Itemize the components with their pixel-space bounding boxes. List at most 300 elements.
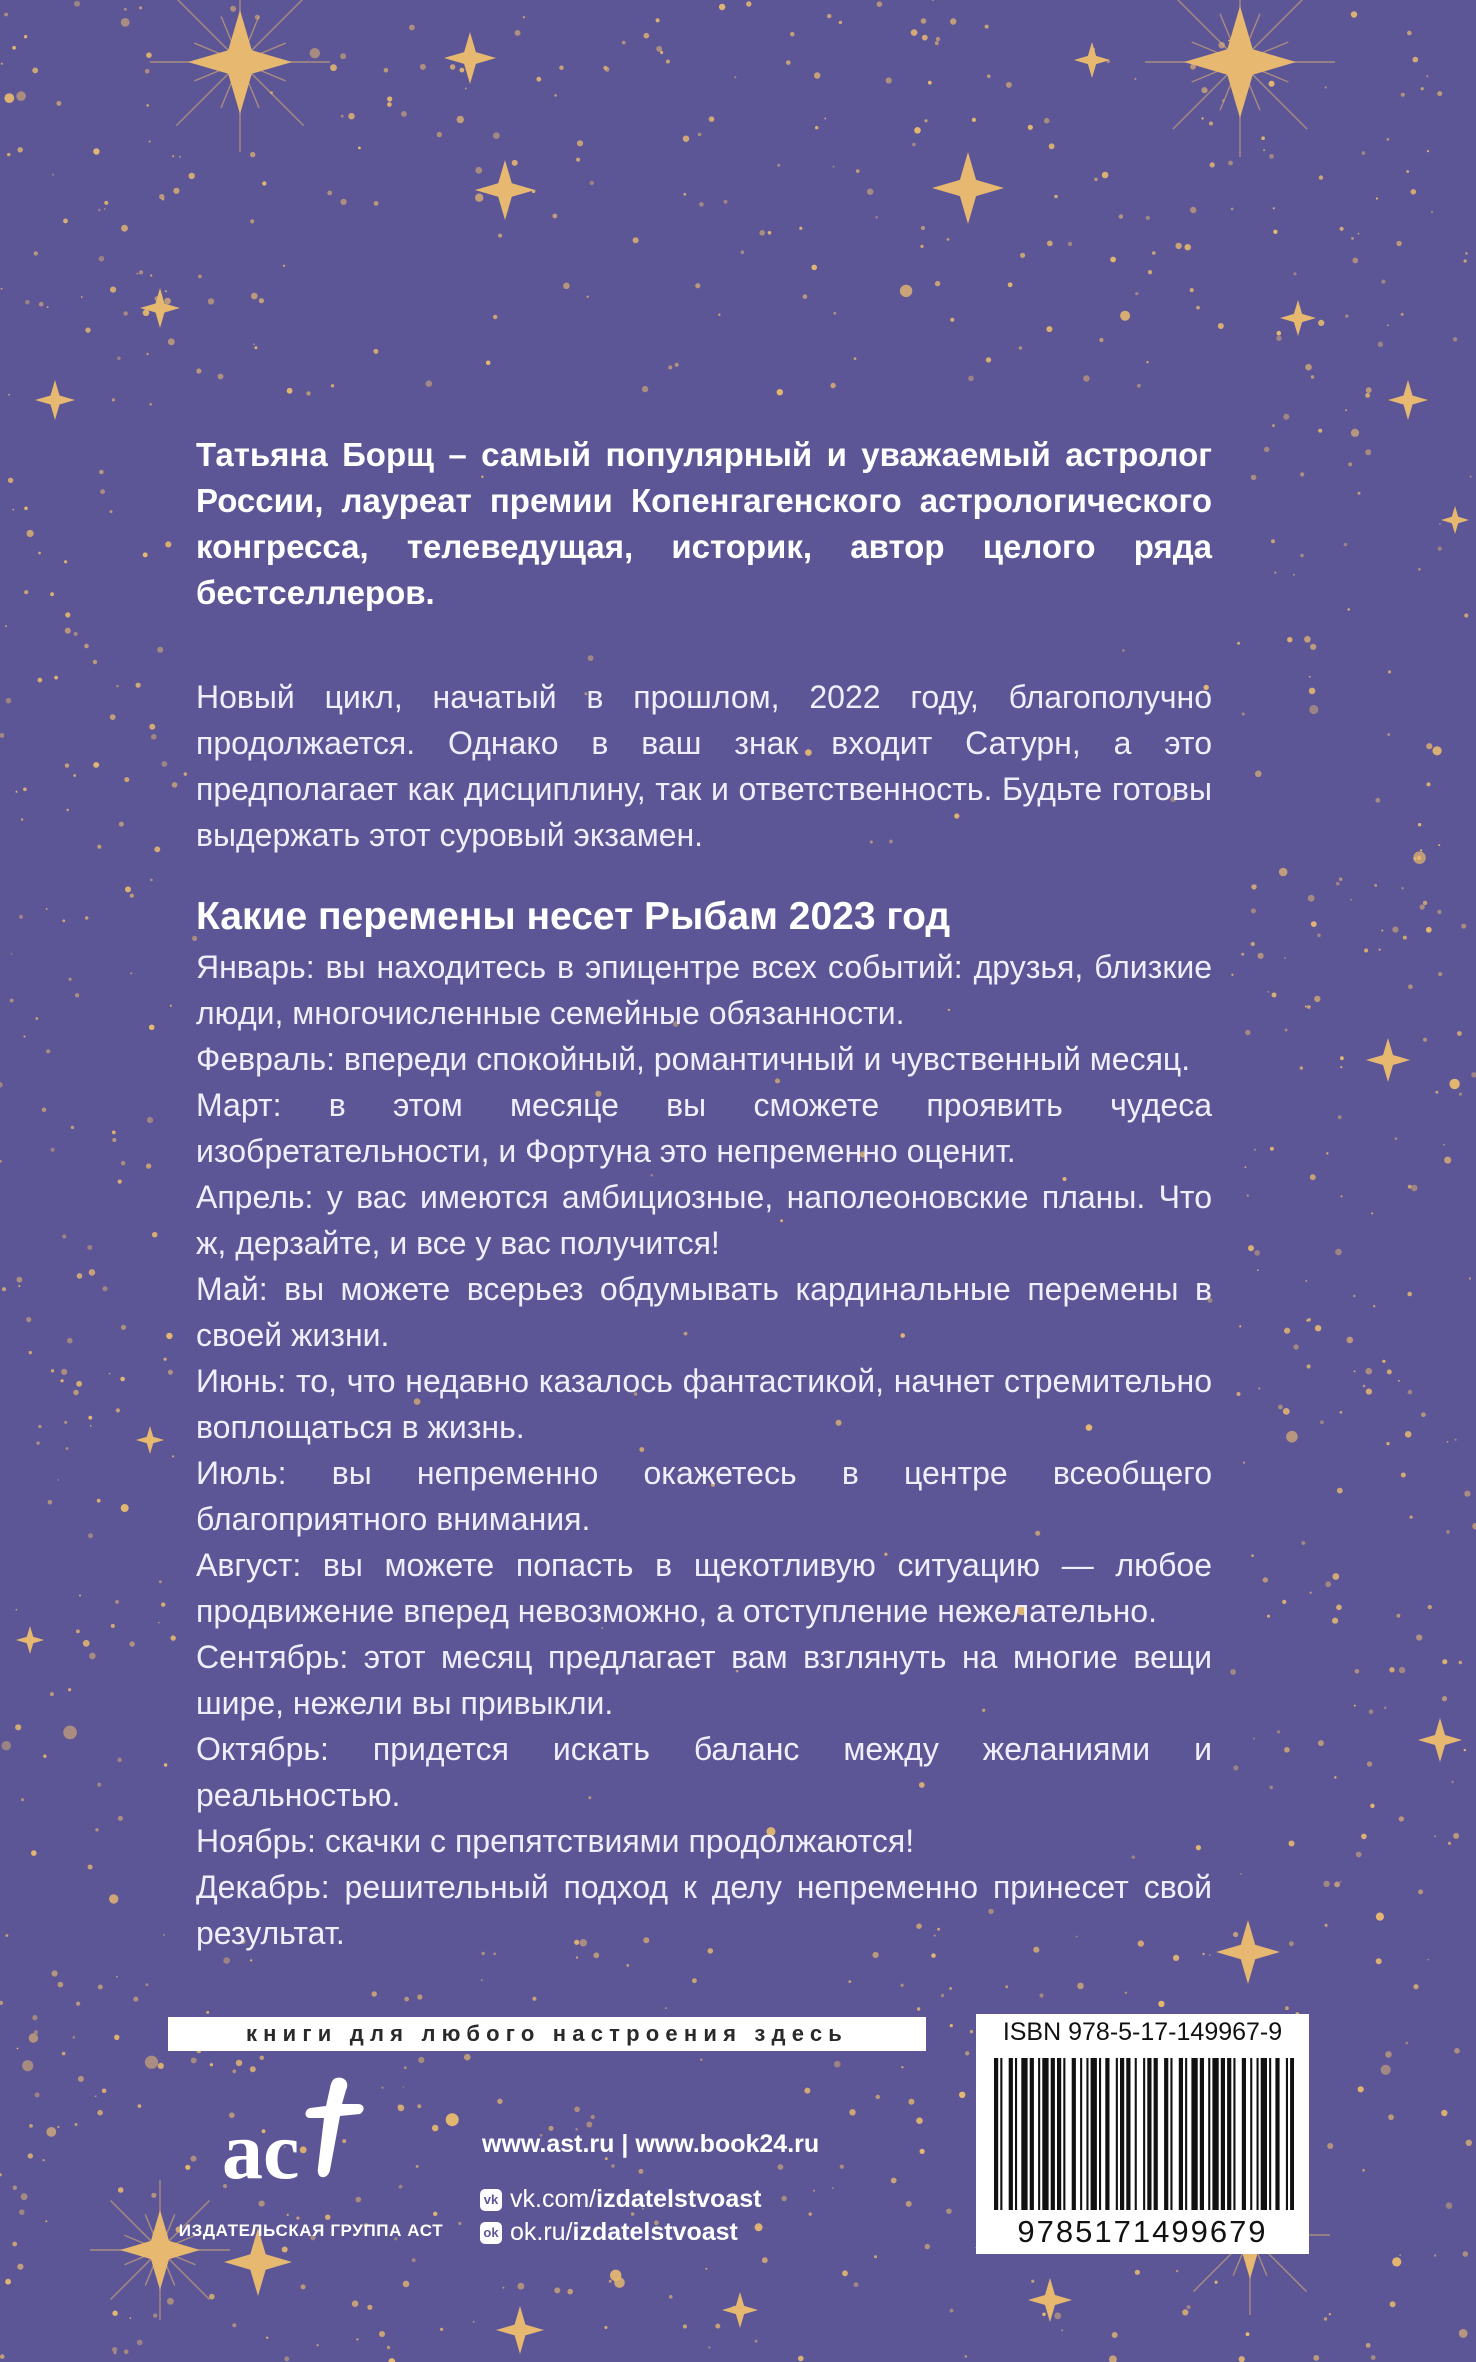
star-dot xyxy=(699,202,704,207)
star-dot xyxy=(11,953,13,955)
star-dot xyxy=(1254,1250,1260,1256)
star-dot xyxy=(152,1232,158,1238)
star-dot xyxy=(941,1994,944,1997)
star-dot xyxy=(6,1934,9,1937)
star-dot xyxy=(708,2346,710,2348)
star-dot xyxy=(1300,1066,1303,1069)
star-dot xyxy=(139,6,142,9)
star-dot xyxy=(1269,154,1274,159)
barcode-bar xyxy=(1221,2058,1225,2210)
star-dot xyxy=(282,2247,288,2253)
star-dot xyxy=(1399,1667,1405,1673)
star-dot xyxy=(1019,346,1023,350)
star-dot xyxy=(150,274,152,276)
star-dot xyxy=(1267,1615,1270,1618)
star-dot xyxy=(130,972,132,974)
star-dot xyxy=(1137,384,1141,388)
star-dot xyxy=(1305,1006,1307,1008)
star-dot xyxy=(986,357,991,362)
star-dot xyxy=(83,1640,90,1647)
star-dot xyxy=(0,1082,3,1088)
star-dot xyxy=(633,237,639,243)
star-dot xyxy=(250,219,254,223)
star-dot xyxy=(777,164,780,167)
star-dot xyxy=(24,590,28,594)
star-dot xyxy=(1318,429,1322,433)
star-dot xyxy=(1176,2270,1178,2272)
star-dot xyxy=(1361,1834,1367,1840)
star-dot xyxy=(51,1369,54,1372)
star-dot xyxy=(1363,1385,1366,1388)
star-dot xyxy=(1459,2329,1468,2338)
star-dot xyxy=(1369,1709,1374,1714)
star-dot xyxy=(1279,868,1288,877)
star-dot xyxy=(824,118,826,120)
star-dot xyxy=(1272,993,1277,998)
star-dot xyxy=(25,300,30,305)
star-dot xyxy=(1237,642,1240,645)
star-dot xyxy=(827,14,831,18)
star-dot xyxy=(622,41,626,45)
star-dot xyxy=(171,1635,176,1640)
star-dot xyxy=(168,1370,173,1375)
star-dot xyxy=(18,1285,20,1287)
star-dot xyxy=(149,141,151,143)
star-dot xyxy=(147,1117,153,1123)
star-icon xyxy=(496,2306,544,2354)
star-dot xyxy=(1272,424,1275,427)
star-dot xyxy=(104,208,106,210)
star-dot xyxy=(440,2328,443,2331)
star-dot xyxy=(164,1763,167,1766)
star-dot xyxy=(1274,572,1276,574)
star-dot xyxy=(389,2358,396,2362)
star-dot xyxy=(172,782,178,788)
star-dot xyxy=(1270,1786,1273,1789)
star-dot xyxy=(56,101,61,106)
star-dot xyxy=(97,763,100,766)
star-dot xyxy=(85,327,90,332)
star-dot xyxy=(1434,2254,1436,2256)
star-dot xyxy=(66,1447,69,1450)
star-dot xyxy=(830,383,835,388)
star-dot xyxy=(587,296,589,298)
star-dot xyxy=(89,1269,96,1276)
star-dot xyxy=(917,2007,920,2010)
star-dot xyxy=(732,2306,737,2311)
star-dot xyxy=(1125,1992,1127,1994)
star-dot xyxy=(947,238,950,241)
star-dot xyxy=(118,1180,122,1184)
star-dot xyxy=(1309,688,1316,695)
star-dot xyxy=(1406,170,1409,173)
barcode-digits: 9785171499679 xyxy=(1017,2214,1268,2249)
star-dot xyxy=(403,2086,405,2088)
star-dot xyxy=(567,2289,573,2295)
barcode-bar xyxy=(1021,2058,1027,2210)
star-dot xyxy=(1282,1600,1286,1604)
star-dot xyxy=(1231,974,1233,976)
star-dot xyxy=(18,147,23,152)
forecast-may: Май: вы можете всерьез обдумывать кардинальные перемены в своей жизни. xyxy=(196,1271,1212,1353)
star-dot xyxy=(1324,2317,1327,2320)
star-dot xyxy=(877,1,883,7)
star-dot xyxy=(1182,2309,1188,2315)
star-dot xyxy=(1386,1442,1389,1445)
star-dot xyxy=(804,2088,810,2094)
star-dot xyxy=(172,155,174,157)
star-dot xyxy=(79,1595,81,1597)
star-dot xyxy=(1309,676,1311,678)
star-dot xyxy=(1392,927,1398,933)
star-dot xyxy=(1438,844,1440,846)
star-dot xyxy=(124,2350,129,2355)
star-dot xyxy=(1379,949,1381,951)
star-dot xyxy=(1099,338,1103,342)
star-dot xyxy=(97,845,101,849)
forecast-february: Февраль: впереди спокойный, романтичный и чувственный месяц. xyxy=(196,1041,1191,1077)
star-dot xyxy=(4,93,14,103)
star-dot xyxy=(1278,1405,1283,1410)
star-dot xyxy=(1005,1985,1008,1988)
star-dot xyxy=(0,2001,3,2005)
star-dot xyxy=(834,2061,841,2068)
star-dot xyxy=(1434,1836,1436,1838)
star-dot xyxy=(1135,292,1138,295)
star-dot xyxy=(387,96,392,101)
star-dot xyxy=(1112,2332,1118,2338)
barcode-bar xyxy=(1030,2058,1034,2210)
star-dot xyxy=(1287,637,1292,642)
barcode-bar xyxy=(1116,2058,1118,2210)
star-dot xyxy=(1438,547,1442,551)
star-dot xyxy=(856,169,860,173)
star-dot xyxy=(1233,1765,1238,1770)
star-dot xyxy=(576,158,580,162)
star-dot xyxy=(1340,1881,1342,1883)
star-dot xyxy=(121,1504,129,1512)
star-dot xyxy=(848,1980,851,1983)
forecast-april: Апрель: у вас имеются амбициозные, наполеоновские планы. Что ж, дерзайте, и все у вас получится! xyxy=(196,1179,1212,1261)
barcode-icon xyxy=(994,2058,1294,2210)
star-dot xyxy=(1273,207,1275,209)
star-dot xyxy=(1233,1932,1238,1937)
barcode-bar xyxy=(1191,2058,1197,2210)
star-dot xyxy=(849,2109,855,2115)
star-dot xyxy=(352,2300,359,2307)
star-dot xyxy=(1047,241,1053,247)
star-dot xyxy=(1337,1488,1343,1494)
star-dot xyxy=(69,978,72,981)
star-dot xyxy=(1110,257,1116,263)
star-dot xyxy=(1421,1412,1426,1417)
star-dot xyxy=(310,48,320,58)
star-dot xyxy=(1442,1696,1447,1701)
star-dot xyxy=(24,1036,26,1038)
star-dot xyxy=(577,140,583,146)
star-dot xyxy=(39,302,44,307)
star-dot xyxy=(1339,878,1342,881)
star-dot xyxy=(1261,136,1265,140)
star-dot xyxy=(1237,1392,1241,1396)
star-dot xyxy=(77,1273,83,1279)
star-dot xyxy=(1469,1277,1471,1279)
star-dot xyxy=(43,2159,45,2161)
star-dot xyxy=(218,374,224,380)
star-dot xyxy=(1381,280,1385,284)
star-dot xyxy=(786,60,791,65)
star-dot xyxy=(1264,447,1269,452)
star-icon xyxy=(1441,506,1469,534)
star-dot xyxy=(317,2344,319,2346)
star-dot xyxy=(133,1997,138,2002)
star-dot xyxy=(759,230,765,236)
isbn-barcode-box xyxy=(976,2014,1309,2254)
ok-link[interactable] xyxy=(480,2217,738,2247)
star-dot xyxy=(112,1138,116,1142)
star-dot xyxy=(1438,972,1442,976)
star-dot xyxy=(251,293,258,300)
star-dot xyxy=(15,1724,21,1730)
star-dot xyxy=(1378,342,1383,347)
star-dot xyxy=(1255,771,1262,778)
barcode-bar xyxy=(1126,2058,1130,2210)
vk-link[interactable] xyxy=(480,2184,761,2214)
star-dot xyxy=(12,509,14,511)
star-dot xyxy=(1442,1659,1447,1664)
star-dot xyxy=(1243,1462,1245,1464)
star-dot xyxy=(1201,87,1207,93)
star-dot xyxy=(867,189,873,195)
star-dot xyxy=(950,18,956,24)
star-dot xyxy=(1418,823,1421,826)
star-dot xyxy=(112,1131,116,1135)
star-dot xyxy=(886,77,892,83)
star-dot xyxy=(262,181,266,185)
star-dot xyxy=(1417,856,1421,860)
vk-domain: vk.com/ xyxy=(510,2185,597,2213)
star-dot xyxy=(554,94,557,97)
star-dot xyxy=(165,290,167,292)
star-dot xyxy=(57,2126,59,2128)
star-dot xyxy=(1311,375,1314,378)
star-dot xyxy=(809,2212,812,2215)
star-dot xyxy=(1392,2257,1401,2266)
barcode-bar xyxy=(1179,2058,1183,2210)
star-dot xyxy=(146,1163,151,1168)
star-dot xyxy=(1423,901,1427,905)
star-dot xyxy=(1241,953,1244,956)
star-dot xyxy=(136,683,141,688)
star-dot xyxy=(76,1381,82,1387)
star-dot xyxy=(1416,1634,1422,1640)
star-dot xyxy=(387,2346,390,2349)
star-dot xyxy=(920,245,923,248)
star-dot xyxy=(1338,1115,1342,1119)
star-dot xyxy=(1472,1523,1476,1529)
star-dot xyxy=(254,346,257,349)
star-dot xyxy=(420,64,426,70)
star-dot xyxy=(900,1984,903,1987)
star-dot xyxy=(121,1325,126,1330)
star-dot xyxy=(1385,2051,1392,2058)
star-dot xyxy=(223,1957,230,1964)
star-dot xyxy=(52,174,54,176)
star-dot xyxy=(1464,1749,1466,1751)
star-dot xyxy=(1054,2312,1061,2319)
star-dot xyxy=(165,541,171,547)
star-dot xyxy=(1355,1669,1360,1674)
star-dot xyxy=(1345,409,1347,411)
star-dot xyxy=(146,52,152,58)
star-dot xyxy=(724,200,728,204)
star-dot xyxy=(1341,1195,1343,1197)
barcode-bar xyxy=(1009,2058,1013,2210)
star-dot xyxy=(1006,82,1012,88)
star-dot xyxy=(58,1479,60,1481)
ok-handle: izdatelstvoast xyxy=(572,2218,738,2246)
star-dot xyxy=(1354,1370,1356,1372)
star-dot xyxy=(125,886,131,892)
star-dot xyxy=(965,2051,969,2055)
star-dot xyxy=(563,283,570,290)
star-dot xyxy=(130,894,134,898)
star-dot xyxy=(12,2242,17,2247)
star-dot xyxy=(1398,1380,1400,1382)
star-dot xyxy=(35,2092,40,2097)
barcode-bar xyxy=(1286,2058,1288,2210)
star-dot xyxy=(1228,40,1230,42)
star-dot xyxy=(968,376,974,382)
forecast-september: Сентябрь: этот месяц предлагает вам взглянуть на многие вещи шире, нежели вы привыкли. xyxy=(196,1639,1212,1721)
ok-domain: ok.ru/ xyxy=(510,2218,573,2246)
ast-logo-icon xyxy=(218,2070,378,2190)
star-dot xyxy=(21,818,23,820)
star-dot xyxy=(481,1979,483,1981)
star-dot xyxy=(64,1421,67,1424)
star-dot xyxy=(76,1630,80,1634)
star-dot xyxy=(552,214,557,219)
star-dot xyxy=(603,66,607,70)
star-dot xyxy=(95,2095,97,2097)
star-dot xyxy=(916,2117,923,2124)
star-dot xyxy=(911,29,918,36)
star-dot xyxy=(155,296,160,301)
star-dot xyxy=(1284,1328,1290,1334)
star-dot xyxy=(32,2015,37,2020)
star-dot xyxy=(306,391,310,395)
star-dot xyxy=(768,231,772,235)
star-dot xyxy=(1201,117,1203,119)
star-dot xyxy=(168,338,175,345)
star-dot xyxy=(1300,554,1304,558)
star-dot xyxy=(43,1755,46,1758)
star-dot xyxy=(921,18,927,24)
star-icon xyxy=(1366,1038,1410,1082)
star-dot xyxy=(110,714,116,720)
star-dot xyxy=(341,199,347,205)
star-dot xyxy=(799,227,802,230)
star-dot xyxy=(946,2208,952,2214)
star-dot xyxy=(1269,81,1275,87)
star-dot xyxy=(512,160,518,166)
star-dot xyxy=(381,2087,383,2089)
star-dot xyxy=(1399,400,1403,404)
star-dot xyxy=(167,2298,174,2305)
star-dot xyxy=(515,30,521,36)
star-dot xyxy=(1418,1889,1423,1894)
star-dot xyxy=(1332,1573,1339,1580)
star-dot xyxy=(409,25,415,31)
star-dot xyxy=(1362,151,1366,155)
star-dot xyxy=(1218,42,1225,49)
star-dot xyxy=(250,1959,252,1961)
star-dot xyxy=(66,809,69,812)
star-dot xyxy=(1387,733,1390,736)
barcode-bar xyxy=(1000,2058,1002,2210)
star-dot xyxy=(695,283,700,288)
star-icon xyxy=(475,160,535,220)
barcode-bar xyxy=(1250,2058,1252,2210)
barcode-bar xyxy=(1290,2058,1294,2210)
star-dot xyxy=(266,2337,268,2339)
star-dot xyxy=(665,2007,667,2009)
star-dot xyxy=(259,2201,265,2207)
star-dot xyxy=(644,33,650,39)
star-dot xyxy=(1306,1319,1308,1321)
star-dot xyxy=(972,118,976,122)
star-dot xyxy=(1231,208,1234,211)
star-dot xyxy=(762,2257,768,2263)
star-dot xyxy=(970,2030,973,2033)
website-links[interactable]: www.ast.ru | www.book24.ru xyxy=(482,2130,820,2158)
star-dot xyxy=(925,2244,930,2249)
star-dot xyxy=(1441,2110,1447,2116)
star-dot xyxy=(1253,1738,1255,1740)
star-dot xyxy=(1410,1516,1413,1519)
star-dot xyxy=(28,2153,33,2158)
star-dot xyxy=(1390,2301,1396,2307)
star-dot xyxy=(987,75,990,78)
star-dot xyxy=(668,365,672,369)
star-dot xyxy=(536,77,541,82)
star-dot xyxy=(950,2309,954,2313)
star-dot xyxy=(35,1017,38,1020)
barcode-bar xyxy=(1135,2058,1137,2210)
star-dot xyxy=(586,2122,592,2128)
star-dot xyxy=(81,296,83,298)
star-dot xyxy=(32,68,38,74)
star-dot xyxy=(97,1499,101,1503)
star-dot xyxy=(669,2295,673,2299)
star-dot xyxy=(162,198,164,200)
star-dot xyxy=(7,153,10,156)
star-dot xyxy=(1327,2143,1333,2149)
forecast-june: Июнь: то, что недавно казалось фантастикой, начнет стремительно воплощаться в жизнь. xyxy=(196,1363,1212,1445)
star-dot xyxy=(1077,1983,1084,1990)
barcode-bar xyxy=(1269,2058,1271,2210)
star-dot xyxy=(928,81,932,85)
star-dot xyxy=(1408,1390,1413,1395)
star-dot xyxy=(379,2331,385,2337)
star-dot xyxy=(638,2169,643,2174)
tagline-banner: книги для любого настроения здесь xyxy=(168,2017,926,2051)
star-icon xyxy=(140,288,180,328)
star-dot xyxy=(164,1358,167,1361)
star-dot xyxy=(109,1373,111,1375)
star-dot xyxy=(65,628,71,634)
star-dot xyxy=(1427,782,1431,786)
